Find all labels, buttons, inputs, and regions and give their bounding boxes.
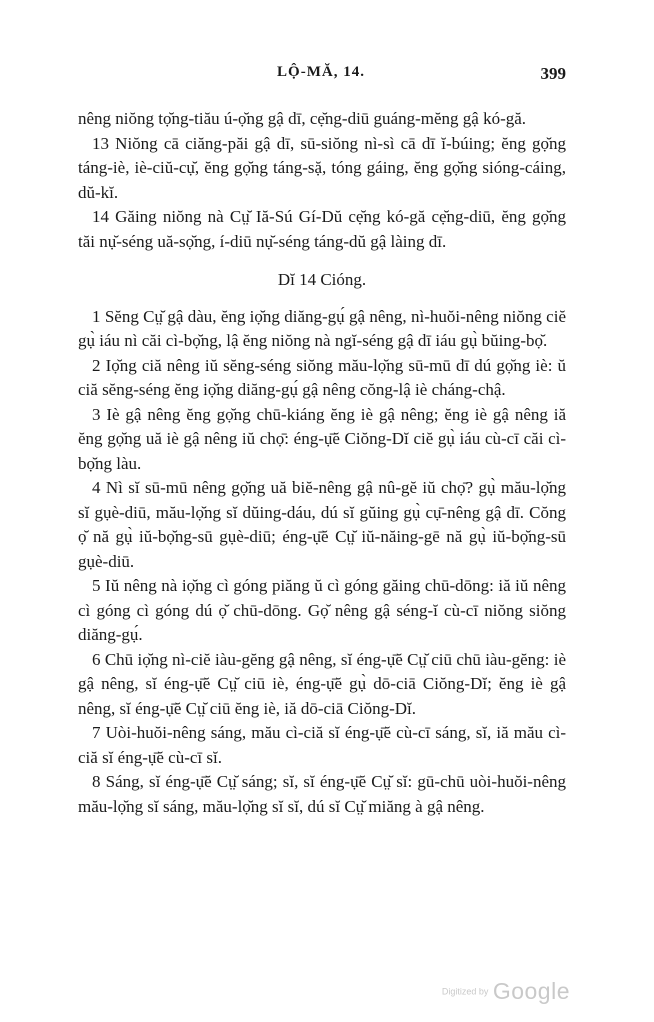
page-body [78,107,566,819]
verse-13: 13 Niŏng cā ciăng-păi gậ dī, sū-siŏng nì-sì cā dī ĭ-búing; ĕng gọ̆ng táng-iè, iè-ciŭ-cụ̆, ĕng gọ̆ng táng-sặ, tóng gáing, ĕng gọ̆ng sióng-cáing, dŭ-kĭ. [78,133,566,202]
digitized-by-text: Digitized by [441,986,489,997]
digitized-watermark [442,978,570,1005]
verse-3: 3 Iè gậ nêng ĕng gọ̆ng chū-kiáng ĕng iè gậ nêng; ĕng iè gậ nêng iă ĕng gọ̆ng uă iè gậ nêng iŭ chọ̄: éng-ụ̄ĕ Ciŏng-Dĭ ciĕ gụ̀ iáu cù-cī căi cì-bọ̆ng làu. [78,404,566,473]
running-head: LỘ-MĂ, 14. [277,64,365,80]
paragraph-continuation: nêng niŏng tọ̆ng-tiău ú-ọ̆ng gậ dī, cẹ̆ng-diū guáng-mĕng gậ kó-gă. [78,109,527,128]
verse-5: 5 Iŭ nêng nà iọ̆ng cì góng piăng ŭ cì góng găing chū-dōng: iă iŭ nêng cì góng cì góng dú ọ̆ chū-dōng. Gọ̆ nêng gậ séng-ĭ cù-cī niŏng siŏng diăng-gụ́. [78,576,566,644]
verse-1: 1 Sĕng Cṳ̆ gậ dàu, ĕng iọ̆ng diăng-gụ́ gậ nêng, nì-huŏi-nêng niŏng ciĕ gụ̀ iáu nì căi cì-bọ̆ng, lậ ĕng niŏng nà ngĭ-séng gậ dī iáu gụ̀ bŭing-bọ̆. [78,306,566,350]
page-number: 399 [540,64,566,83]
verse-4: 4 Nì sĭ sū-mū nêng gọ̆ng uă biĕ-nêng gậ nû-gĕ iŭ chọ̄? gụ̀ mău-lọ̆ng sĭ gụè-diū, mău-lọ̆ng sĭ dŭing-dáu, dú sĭ gŭing gụ̀ cụ̄-nêng gậ dī. Cŏng ọ̆ nă gụ̀ iŭ-bọ̆ng-sū gụè-diū; éng-ụ̄ĕ Cṳ̆ iŭ-năing-gē nă gụ̀ iŭ-bọ̆ng-sū gụè-diū. [78,478,566,571]
verse-8: 8 Sáng, sĭ éng-ụ̄ĕ Cṳ̆ sáng; sĭ, sĭ éng-ụ̄ĕ Cṳ̆ sĭ: gū-chū uòi-huŏi-nêng mău-lọ̆ng sĭ sáng, mău-lọ̆ng sĭ sĭ, dú sĭ Cṳ̆ miăng à gậ nêng. [78,772,566,816]
verse-2: 2 Iọ̆ng ciă nêng iŭ sĕng-séng siŏng mău-lọ̆ng sū-mū dī dú gọ̆ng iè: ŭ ciă sĕng-séng ĕng iọ̆ng diăng-gụ́ gậ nêng cŏng-lậ iè cháng-chậ. [78,355,566,399]
page-header [76,64,566,88]
google-logo: Google [492,978,570,1004]
chapter-title: Dĭ 14 Cióng. [277,270,367,289]
verse-7: 7 Uòi-huŏi-nêng sáng, mău cì-ciă sĭ éng-ụ̄ĕ cù-cī sáng, sĭ, iă mău cì-ciă sĭ éng-ụ̄ĕ cù-cī sĭ. [78,723,566,767]
verse-14: 14 Găing niŏng nà Cṳ̆ Iă-Sú Gí-Dŭ cẹ̆ng kó-gă cẹ̆ng-diū, ĕng gọ̆ng tăi nụ̆-séng uă-sọ̆ng, í-diū nụ̆-séng táng-dŭ gậ làing dī. [78,207,566,251]
verse-6: 6 Chū iọ̆ng nì-ciĕ iàu-gĕng gậ nêng, sĭ éng-ụ̄ĕ Cṳ̆ ciū chū iàu-gĕng: iè gậ nêng, sĭ éng-ụ̄ĕ Cṳ̆ ciū iè, éng-ụ̄ĕ gụ̀ dō-ciā Ciŏng-Dĭ; ĕng iè gậ nêng, sĭ éng-ụ̄ĕ Cṳ̆ ciū ĕng iè, iă dō-ciā Ciŏng-Dĭ. [78,649,566,718]
